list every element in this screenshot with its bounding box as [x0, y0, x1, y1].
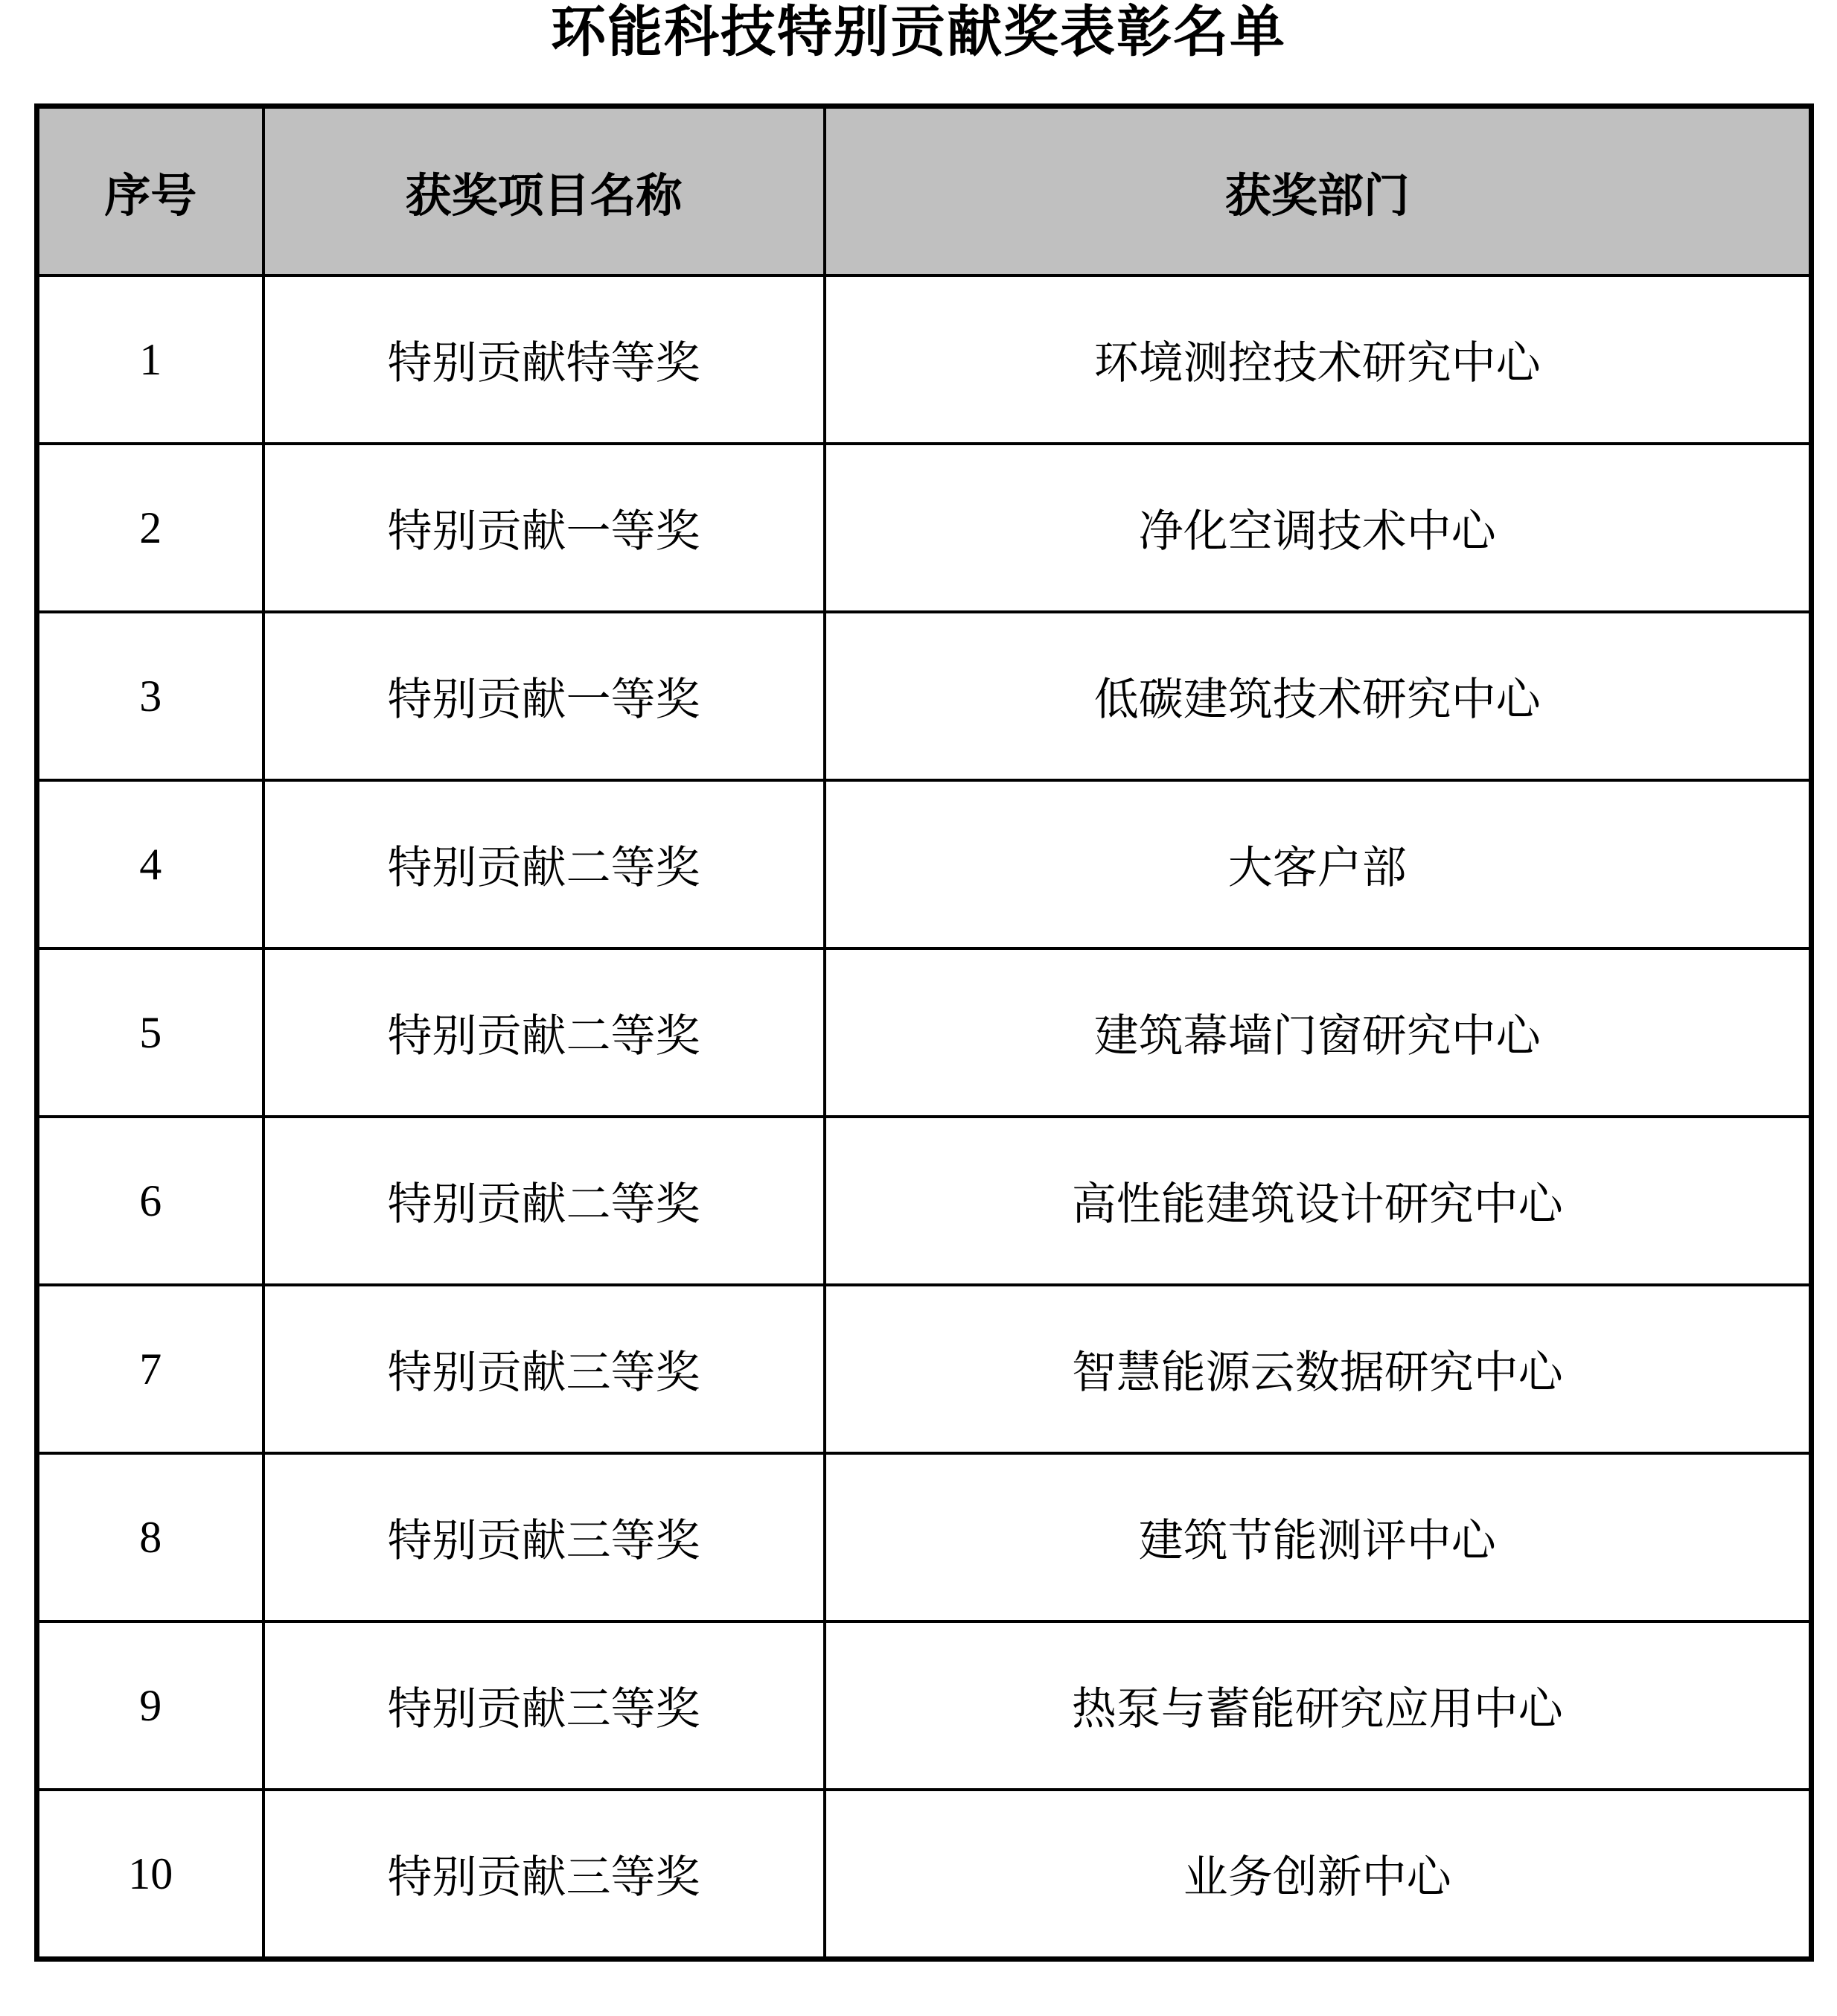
cell-department: 环境测控技术研究中心	[825, 275, 1812, 444]
table-row	[37, 1453, 1812, 1621]
cell-project-name: 特别贡献三等奖	[263, 1285, 825, 1453]
table-row	[37, 1621, 1812, 1790]
cell-project-name: 特别贡献三等奖	[263, 1790, 825, 1959]
page-title: 环能科技特别贡献奖表彰名单	[551, 1, 1286, 63]
table-row	[37, 780, 1812, 948]
cell-index: 9	[37, 1621, 263, 1790]
table-row	[37, 1790, 1812, 1959]
cell-department: 高性能建筑设计研究中心	[825, 1117, 1812, 1285]
cell-project-name: 特别贡献三等奖	[263, 1621, 825, 1790]
table-header-row	[37, 106, 1812, 276]
cell-index: 1	[37, 275, 263, 444]
cell-department: 建筑幕墙门窗研究中心	[825, 948, 1812, 1117]
cell-index: 4	[37, 780, 263, 948]
cell-index: 3	[37, 612, 263, 780]
table-row	[37, 1117, 1812, 1285]
cell-department: 热泵与蓄能研究应用中心	[825, 1621, 1812, 1790]
header-cell-index: 序号	[37, 106, 263, 276]
cell-project-name: 特别贡献特等奖	[263, 275, 825, 444]
cell-project-name: 特别贡献二等奖	[263, 780, 825, 948]
cell-project-name: 特别贡献二等奖	[263, 948, 825, 1117]
cell-department: 智慧能源云数据研究中心	[825, 1285, 1812, 1453]
cell-index: 2	[37, 444, 263, 612]
table-row	[37, 444, 1812, 612]
table-row	[37, 275, 1812, 444]
cell-department: 大客户部	[825, 780, 1812, 948]
cell-project-name: 特别贡献一等奖	[263, 612, 825, 780]
cell-index: 7	[37, 1285, 263, 1453]
table-row	[37, 1285, 1812, 1453]
cell-department: 低碳建筑技术研究中心	[825, 612, 1812, 780]
cell-project-name: 特别贡献一等奖	[263, 444, 825, 612]
cell-index: 6	[37, 1117, 263, 1285]
cell-project-name: 特别贡献三等奖	[263, 1453, 825, 1621]
cell-department: 建筑节能测评中心	[825, 1453, 1812, 1621]
cell-department: 业务创新中心	[825, 1790, 1812, 1959]
table-row	[37, 612, 1812, 780]
cell-project-name: 特别贡献二等奖	[263, 1117, 825, 1285]
cell-index: 10	[37, 1790, 263, 1959]
cell-index: 8	[37, 1453, 263, 1621]
award-table	[34, 103, 1814, 1962]
table-row	[37, 948, 1812, 1117]
cell-index: 5	[37, 948, 263, 1117]
header-cell-project-name: 获奖项目名称	[263, 106, 825, 276]
cell-department: 净化空调技术中心	[825, 444, 1812, 612]
header-cell-department: 获奖部门	[825, 106, 1812, 276]
